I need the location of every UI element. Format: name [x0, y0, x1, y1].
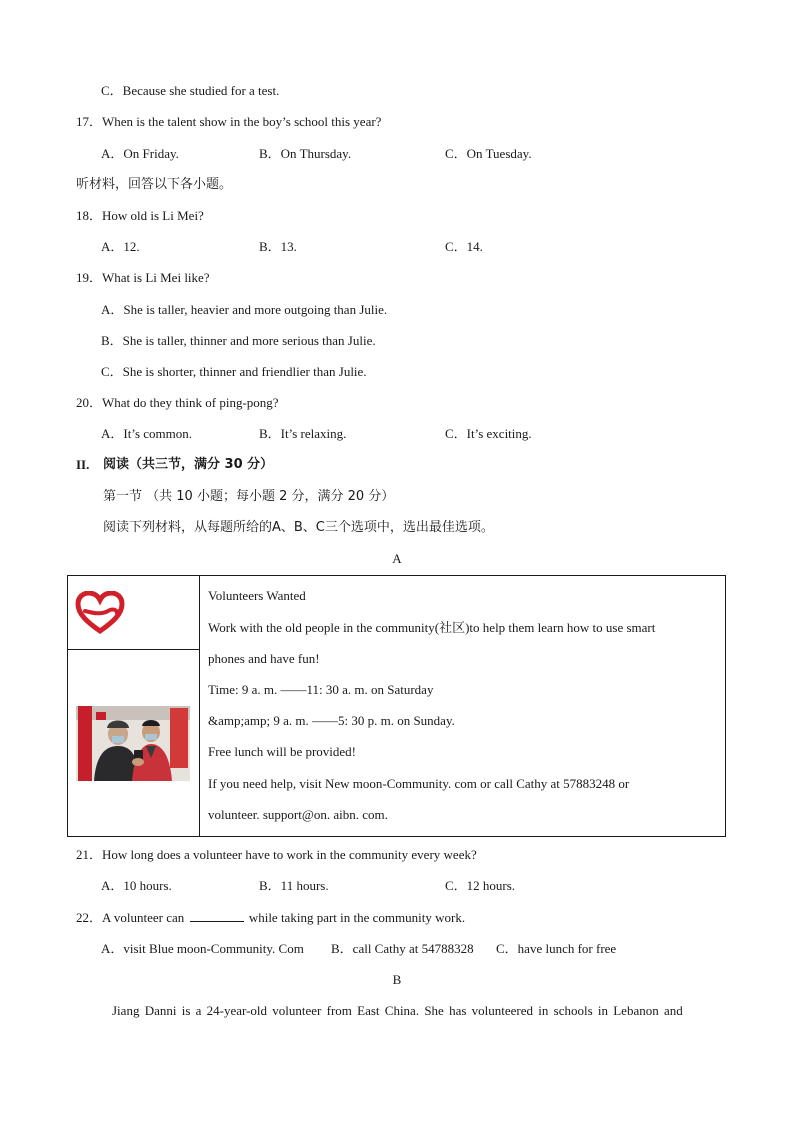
ad-photo-cell — [68, 649, 199, 837]
part-one-heading: 第一节 （共 10 小题；每小题 2 分，满分 20 分） — [103, 489, 395, 504]
q19-option-b: B．She is taller, thinner and more serious than Julie. — [101, 333, 376, 348]
q16-option-c: C．Because she studied for a test. — [101, 83, 280, 98]
section-title: 阅读（共三节，满分 30 分） — [103, 457, 274, 472]
q17-option-c: C．On Tuesday. — [445, 146, 532, 161]
volunteer-ad-table — [67, 575, 726, 837]
q22-stem-end: while taking part in the community work. — [248, 910, 466, 925]
q22-answer-blank — [190, 909, 244, 922]
q22-option-c: C．have lunch for free — [496, 941, 617, 956]
q19-option-a: A．She is taller, heavier and more outgoing than Julie. — [101, 302, 388, 317]
q18-option-a: A．12. — [101, 239, 140, 254]
volunteer-helping-elder-photo — [76, 706, 190, 781]
passage-b-label: B — [392, 972, 402, 987]
q22-option-a: A．visit Blue moon-Community. Com — [101, 941, 304, 956]
q18-option-b: B．13. — [259, 239, 297, 254]
ad-logo-cell — [68, 576, 199, 650]
q21-option-c: C．12 hours. — [445, 878, 516, 893]
q21-option-a: A．10 hours. — [101, 878, 172, 893]
q19-stem: 19．What is Li Mei like? — [76, 270, 210, 285]
passage-a-label: A — [392, 551, 402, 566]
q20-option-a: A．It’s common. — [101, 426, 192, 441]
q18-option-c: C．14. — [445, 239, 483, 254]
ad-lunch-note: Free lunch will be provided! — [208, 744, 357, 759]
q22-option-b: B．call Cathy at 54788328 — [331, 941, 474, 956]
q22-stem-start: 22．A volunteer can — [76, 910, 185, 925]
passage-b-paragraph: Jiang Danni is a 24-year-old volunteer from East China. She has volunteered in schools in Lebanon and — [112, 1003, 683, 1018]
ad-contact-line-2: volunteer. support@on. aibn. com. — [208, 807, 388, 822]
ad-time-sunday: &amp;amp; 9 a. m. ——5: 30 p. m. on Sunday. — [208, 713, 455, 728]
q18-stem: 18．How old is Li Mei? — [76, 208, 204, 223]
ad-time-saturday: Time: 9 a. m. ——11: 30 a. m. on Saturday — [208, 682, 434, 697]
reading-instruction: 阅读下列材料，从每题所给的A、B、C三个选项中，选出最佳选项。 — [103, 520, 494, 535]
q20-option-c: C．It’s exciting. — [445, 426, 532, 441]
ad-description-line-2: phones and have fun! — [208, 651, 320, 666]
q22-stem — [76, 909, 465, 926]
q21-stem: 21．How long does a volunteer have to work in the community every week? — [76, 847, 477, 862]
q17-option-a: A．On Friday. — [101, 146, 179, 161]
q17-option-b: B．On Thursday. — [259, 146, 352, 161]
q19-option-c: C．She is shorter, thinner and friendlier than Julie. — [101, 364, 367, 379]
section-number: II. — [76, 457, 90, 472]
q21-option-b: B．11 hours. — [259, 878, 329, 893]
q20-stem: 20．What do they think of ping-pong? — [76, 395, 279, 410]
ad-title: Volunteers Wanted — [208, 588, 306, 603]
q17-stem: 17．When is the talent show in the boy’s school this year? — [76, 114, 382, 129]
q20-option-b: B．It’s relaxing. — [259, 426, 347, 441]
volunteer-heart-logo-icon — [75, 591, 125, 635]
ad-description-line-1: Work with the old people in the community(社区)to help them learn how to use smart — [208, 620, 656, 635]
listening-instruction: 听材料，回答以下各小题。 — [76, 177, 233, 192]
ad-contact-line-1: If you need help, visit New moon-Community. com or call Cathy at 57883248 or — [208, 776, 630, 791]
